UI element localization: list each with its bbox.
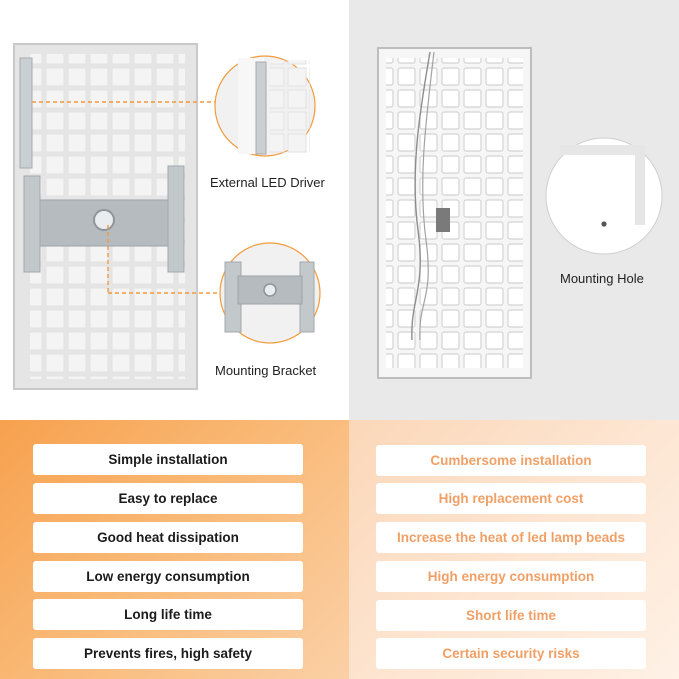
external-driver-caption: External LED Driver — [210, 175, 325, 190]
pro-item: Easy to replace — [33, 483, 303, 514]
pro-item: Prevents fires, high safety — [33, 638, 303, 669]
con-item: Cumbersome installation — [376, 445, 646, 476]
mounting-bracket-caption: Mounting Bracket — [215, 363, 317, 378]
con-item: Short life time — [376, 600, 646, 631]
bracket-zoom-circle — [220, 243, 320, 343]
mounting-hole-zoom-circle — [546, 138, 662, 254]
con-item: High replacement cost — [376, 483, 646, 514]
driver-zoom-circle — [215, 56, 315, 156]
pro-item: Long life time — [33, 599, 303, 630]
con-item: Increase the heat of led lamp beads — [376, 522, 646, 553]
traditional-panel-back-view — [378, 48, 531, 378]
pro-item: Good heat dissipation — [33, 522, 303, 553]
pro-item: Simple installation — [33, 444, 303, 475]
con-item: Certain security risks — [376, 638, 646, 669]
con-item: High energy consumption — [376, 561, 646, 592]
pro-item: Low energy consumption — [33, 561, 303, 592]
mounting-hole-caption: Mounting Hole — [560, 271, 644, 286]
panel-back-view — [14, 44, 197, 389]
